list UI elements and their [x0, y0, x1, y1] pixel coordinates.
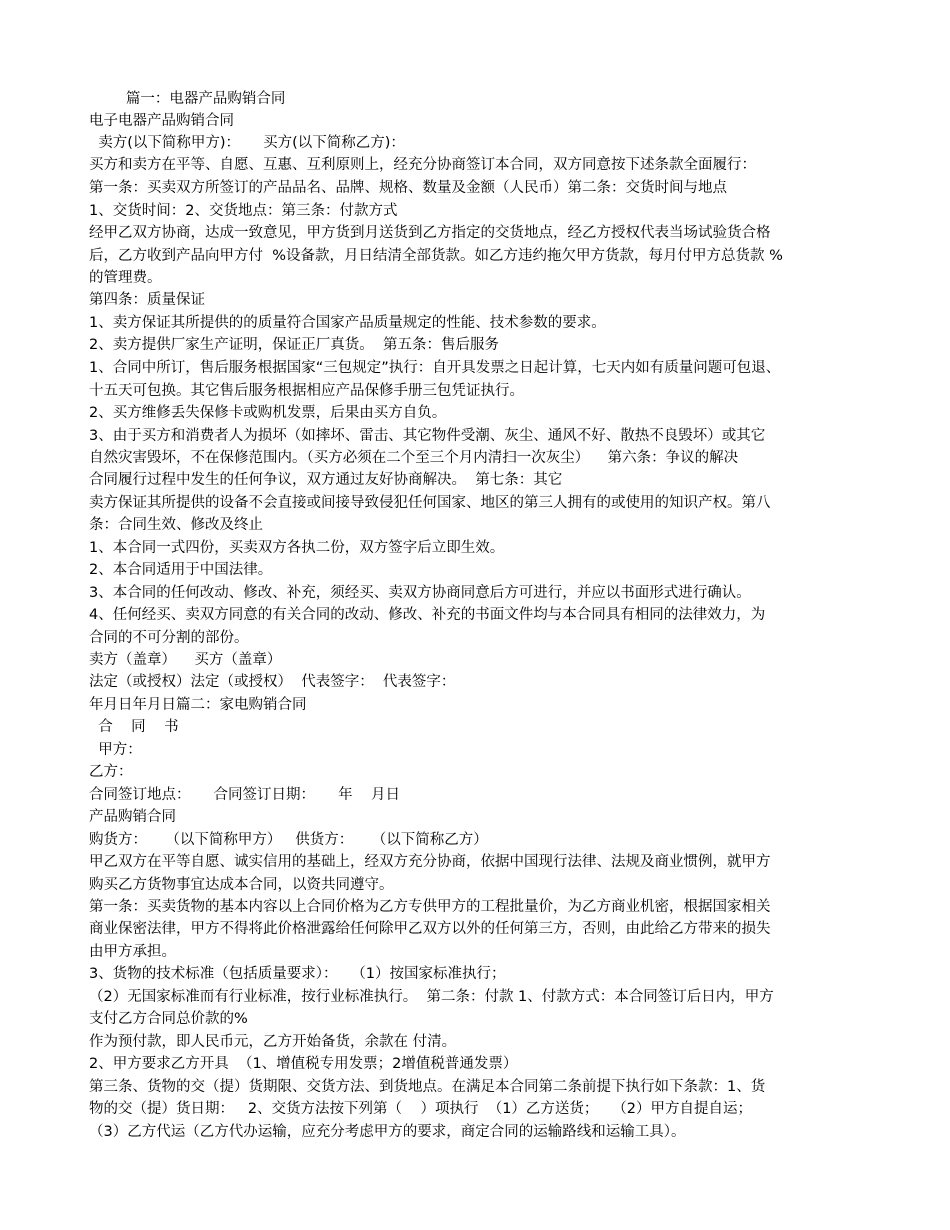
- doc-line: 年月日年月日篇二：家电购销合同: [89, 697, 307, 713]
- doc-line: 1、本合同一式四份，买卖双方各执二份，双方签字后立即生效。: [89, 540, 505, 556]
- doc-line: 卖方保证其所提供的设备不会直接或间接导致侵犯任何国家、地区的第三人拥有的或使用的知识产权。第八: [89, 495, 771, 511]
- doc-line: 购货方： （以下简称甲方） 供货方： （以下简称乙方）: [89, 832, 488, 848]
- doc-line: 甲方：: [89, 742, 142, 758]
- doc-line: 的管理费。: [89, 270, 162, 286]
- doc-line: 卖方(以下简称甲方)： 买方(以下简称乙方)：: [89, 135, 405, 151]
- doc-line: 作为预付款，即人民币元，乙方开始备货，余款在 付清。: [89, 1034, 457, 1050]
- doc-line: 2、买方维修丢失保修卡或购机发票，后果由买方自负。: [89, 405, 447, 421]
- doc-line: 3、货物的技术标准（包括质量要求）： （1）按国家标准执行；: [89, 966, 506, 982]
- doc-line: 3、本合同的任何改动、修改、补充，须经买、卖双方协商同意后方可进行，并应以书面形式进行确认。: [89, 585, 751, 601]
- doc-line: 合 同 书: [89, 719, 179, 735]
- doc-line: 物的交（提）货日期： 2、交货方法按下列第（ ）项执行 （1）乙方送货； （2）甲方自提自运；: [89, 1101, 752, 1117]
- doc-line: 甲乙双方在平等自愿、诚实信用的基础上，经双方充分协商，依据中国现行法律、法规及商业惯例，就甲方: [89, 854, 771, 870]
- doc-line: 后，乙方收到产品向甲方付 %设备款，月日结清全部货款。如乙方违约拖欠甲方货款，每月付甲方总货款 %: [89, 248, 783, 264]
- doc-line: 2、本合同适用于中国法律。: [89, 562, 273, 578]
- doc-line: 第三条、货物的交（提）货期限、交货方法、到货地点。在满足本合同第二条前提下执行如下条款：1、货: [89, 1079, 766, 1095]
- doc-line: 条：合同生效、修改及终止: [89, 517, 263, 533]
- doc-line: 十五天可包换。其它售后服务根据相应产品保修手册三包凭证执行。: [89, 383, 524, 399]
- doc-line: 乙方：: [89, 764, 133, 780]
- doc-line: 4、任何经买、卖双方同意的有关合同的改动、修改、补充的书面文件均与本合同具有相同的法律效力，为: [89, 607, 766, 623]
- doc-line: 商业保密法律，甲方不得将此价格泄露给任何除甲乙双方以外的任何第三方，否则，由此给乙方带来的损失: [89, 921, 771, 937]
- doc-line: 购买乙方货物事宜达成本合同，以资共同遵守。: [89, 877, 394, 893]
- doc-line: 产品购销合同: [89, 809, 176, 825]
- doc-line: 1、合同中所订，售后服务根据国家“三包规定”执行：自开具发票之日起计算，七天内如有质量问题可包退、: [89, 360, 781, 376]
- doc-line: 合同履行过程中发生的任何争议，双方通过友好协商解决。 第七条：其它: [89, 472, 563, 488]
- doc-line: 第一条：买卖货物的基本内容以上合同价格为乙方专供甲方的工程批量价，为乙方商业机密，根据国家相关: [89, 899, 771, 915]
- doc-line: 2、甲方要求乙方开具 （1、增值税专用发票；2增值税普通发票）: [89, 1056, 518, 1072]
- doc-line: 卖方（盖章） 买方（盖章）: [89, 652, 282, 668]
- doc-line: 经甲乙双方协商，达成一致意见，甲方货到月送货到乙方指定的交货地点，经乙方授权代表当场试验货合格: [89, 225, 771, 241]
- doc-line: 第一条：买卖双方所签订的产品品名、品牌、规格、数量及金额（人民币）第二条：交货时间与地点: [89, 180, 727, 196]
- doc-line: 自然灾害毁坏，不在保修范围内。（买方必须在二个至三个月内清扫一次灰尘） 第六条：争议的解决: [89, 450, 739, 466]
- doc-line: 2、卖方提供厂家生产证明，保证正厂真货。 第五条：售后服务: [89, 337, 499, 353]
- doc-line: （3）乙方代运（乙方代办运输，应充分考虑甲方的要求，商定合同的运输路线和运输工具）。: [89, 1124, 686, 1140]
- doc-line: 3、由于买方和消费者人为损坏（如摔坏、雷击、其它物件受潮、灰尘、通风不好、散热不良毁坏）或其它: [89, 428, 766, 444]
- doc-line: 法定（或授权）法定（或授权） 代表签字： 代表签字：: [89, 674, 456, 690]
- doc-line: 支付乙方合同总价款的%: [89, 1011, 248, 1027]
- doc-line: 合同签订地点： 合同签订日期： 年 月日: [89, 787, 401, 803]
- doc-line: 买方和卖方在平等、自愿、互惠、互利原则上，经充分协商签订本合同，双方同意按下述条款全面履行：: [89, 157, 756, 173]
- doc-line: 电子电器产品购销合同: [89, 113, 234, 129]
- doc-line: 第四条：质量保证: [89, 292, 205, 308]
- doc-line: 合同的不可分割的部份。: [89, 630, 249, 646]
- doc-line: 1、交货时间：2、交货地点：第三条：付款方式: [89, 203, 398, 219]
- doc-line: 1、卖方保证其所提供的的质量符合国家产品质量规定的性能、技术参数的要求。: [89, 315, 606, 331]
- doc-line: 篇一：电器产品购销合同: [89, 91, 286, 107]
- doc-line: （2）无国家标准而有行业标准，按行业标准执行。 第二条：付款 1、付款方式：本合同签订后日内，甲方: [89, 989, 774, 1005]
- doc-line: 由甲方承担。: [89, 944, 176, 960]
